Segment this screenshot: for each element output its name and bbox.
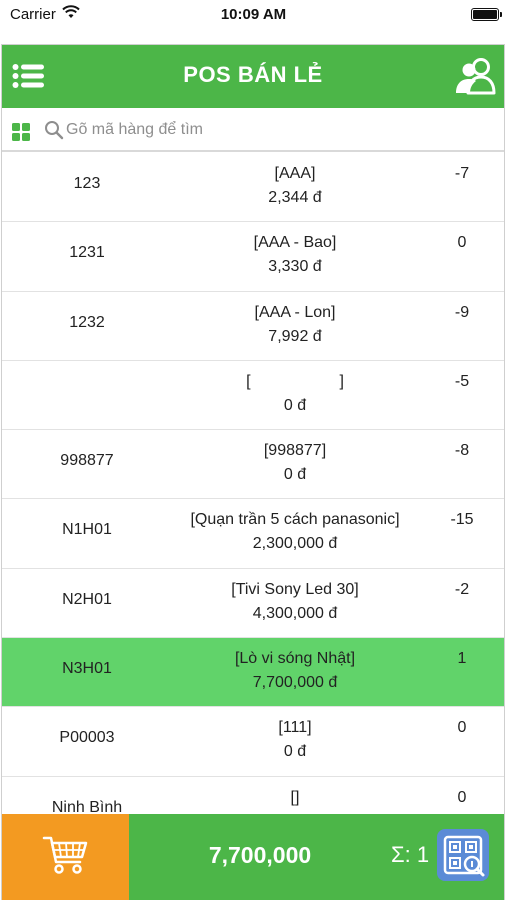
product-price: 7,700,000 đ xyxy=(252,674,338,692)
search-input[interactable] xyxy=(66,116,486,144)
app-frame xyxy=(1,44,505,900)
product-price: 0 đ xyxy=(283,396,307,414)
product-list xyxy=(2,153,504,814)
product-name: [111] xyxy=(278,719,312,737)
product-code: P00003 xyxy=(59,729,115,747)
search-icon xyxy=(44,120,64,140)
product-code: Ninh Bình xyxy=(51,798,123,814)
search-bar xyxy=(2,108,504,152)
product-name: [998877] xyxy=(263,442,327,460)
product-name: [Quạn trần 5 cách panasonic] xyxy=(190,511,400,529)
users-icon[interactable] xyxy=(454,57,498,95)
qr-scan-button[interactable] xyxy=(437,829,489,881)
clock: 10:09 AM xyxy=(220,6,287,23)
product-qty: -15 xyxy=(450,511,474,529)
product-name: [AAA] xyxy=(274,165,316,182)
cart-button[interactable] xyxy=(2,814,129,900)
product-row[interactable] xyxy=(2,638,504,707)
product-row[interactable] xyxy=(2,499,504,568)
grid-icon[interactable] xyxy=(11,122,31,142)
product-qty: -5 xyxy=(454,372,470,390)
product-qty: -7 xyxy=(454,165,470,182)
product-code: 123 xyxy=(73,175,101,192)
nav-bar xyxy=(2,45,504,108)
product-name: [AAA - Lon] xyxy=(254,303,336,321)
product-price: 0 đ xyxy=(283,743,307,761)
product-name: [ ] xyxy=(246,372,344,390)
product-code: N3H01 xyxy=(62,660,112,678)
bottom-bar xyxy=(2,814,504,900)
product-price: 4,300,000 đ xyxy=(252,604,338,622)
product-qty: -8 xyxy=(454,442,470,460)
product-name: [Lò vi sóng Nhật] xyxy=(234,650,356,668)
product-price: 3,330 đ xyxy=(268,258,322,276)
product-row[interactable] xyxy=(2,222,504,291)
product-code: 998877 xyxy=(60,452,114,470)
product-name: [] xyxy=(290,788,300,806)
page-title: POS BÁN LẺ xyxy=(183,62,323,87)
product-qty: 0 xyxy=(457,788,467,806)
product-row[interactable] xyxy=(2,153,504,222)
product-price: 7,992 đ xyxy=(268,327,322,345)
product-qty: 1 xyxy=(457,650,467,668)
product-code: 1231 xyxy=(69,244,105,262)
total-amount: 7,700,000 xyxy=(208,842,312,868)
product-price: 2,300,000 đ xyxy=(252,535,338,553)
product-row[interactable] xyxy=(2,292,504,361)
product-row[interactable] xyxy=(2,777,504,814)
item-count: Σ: 1 xyxy=(391,842,430,867)
carrier-label: Carrier xyxy=(10,6,56,23)
product-price: 2,344 đ xyxy=(268,189,322,206)
product-row[interactable] xyxy=(2,569,504,638)
cart-icon xyxy=(42,834,88,876)
product-code: N2H01 xyxy=(62,590,112,608)
product-row[interactable] xyxy=(2,361,504,430)
status-bar xyxy=(0,0,507,30)
product-code: 1232 xyxy=(69,313,105,331)
product-code: N1H01 xyxy=(62,521,112,539)
product-qty: 0 xyxy=(457,719,467,737)
product-qty: -9 xyxy=(454,303,470,321)
total-area xyxy=(129,814,504,900)
battery-icon xyxy=(471,8,499,21)
product-row[interactable] xyxy=(2,707,504,776)
product-name: [AAA - Bao] xyxy=(253,234,337,252)
product-qty: -2 xyxy=(454,580,470,598)
qr-scan-icon xyxy=(437,829,489,881)
product-row[interactable] xyxy=(2,430,504,499)
product-name: [Tivi Sony Led 30] xyxy=(231,580,359,598)
product-price: 0 đ xyxy=(283,466,307,484)
product-qty: 0 xyxy=(457,234,467,252)
